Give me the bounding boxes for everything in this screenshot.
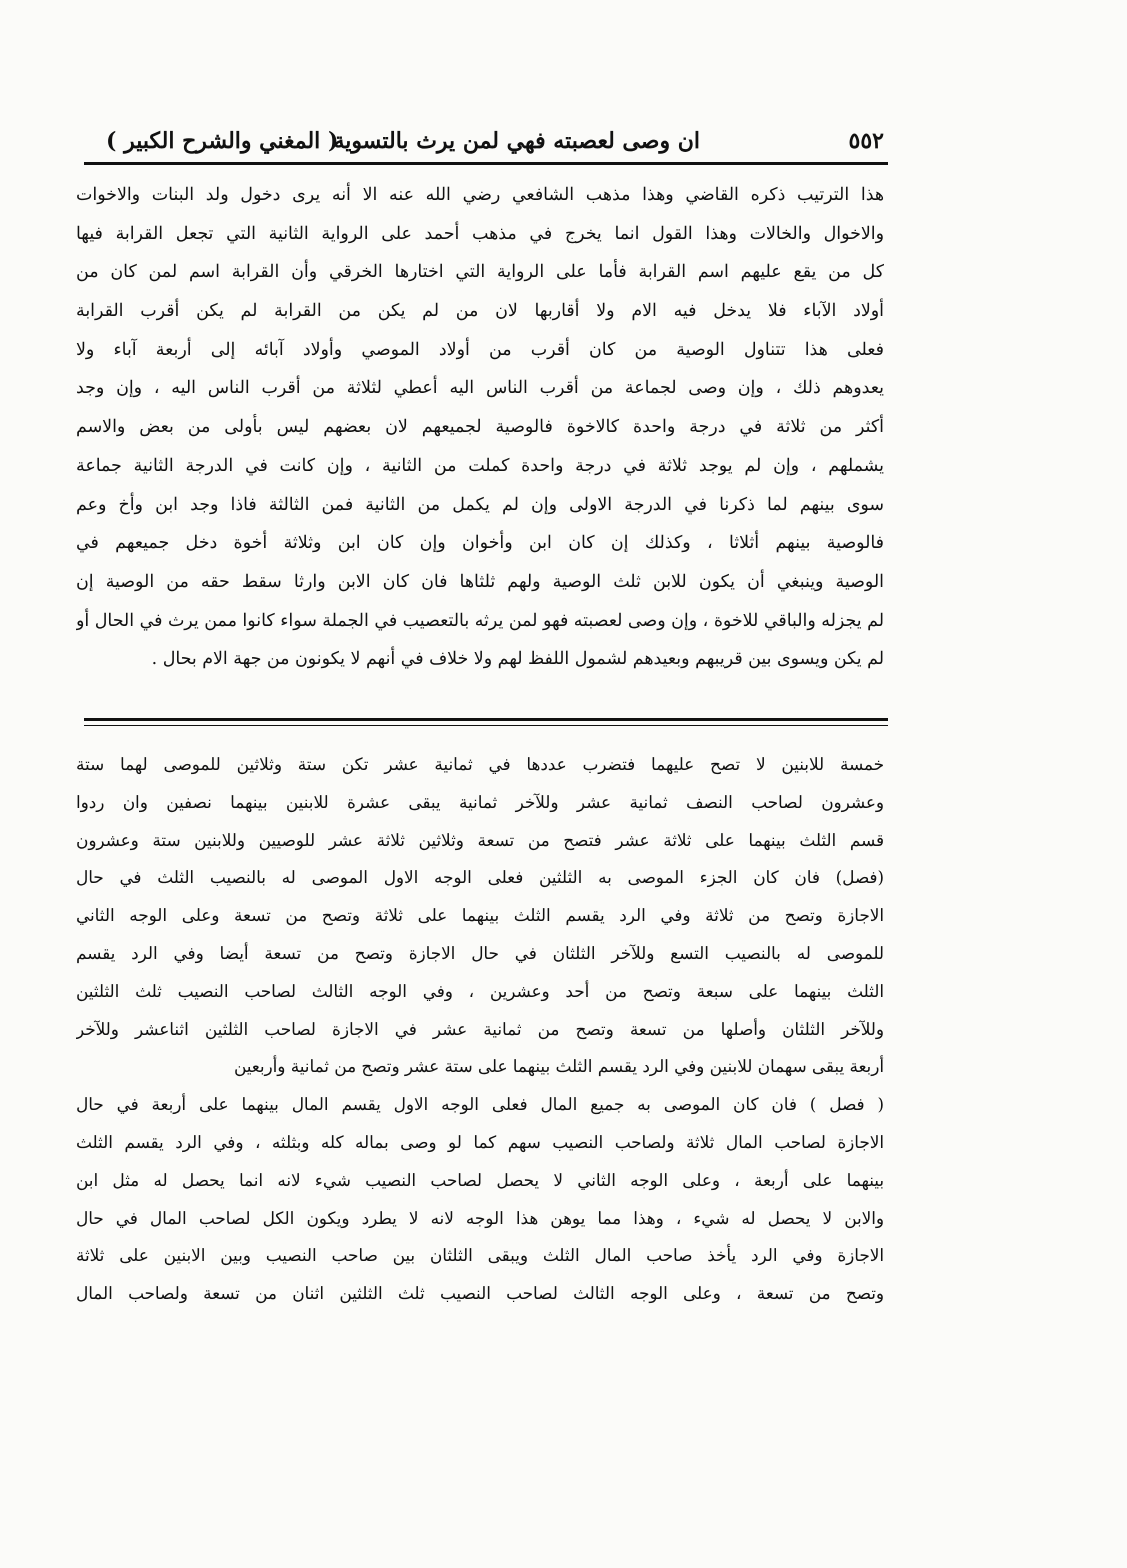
main-line: الوصية وينبغي أن يكون للابن ثلث الوصية ولهم ثلثاها فان كان الابن وارثا سقط حقه من الوصية إن [76,571,884,592]
note-line: ( فصل ) فان كان الموصى به جميع المال فعلى الوجه الاول يقسم المال بينهما على أربعة في حال [76,1094,884,1115]
main-line: أكثر من ثلاثة في درجة واحدة كالاخوة فالوصية لجميعهم لان بعضهم ليس بأولى من بعض والاسم [76,417,884,438]
main-line: أولاد الآباء فلا يدخل فيه الام ولا أقاربها لان من لم يكن من القرابة لم يكن أقرب القرابة [76,301,884,322]
main-line: يشملهم ، وإن لم يوجد ثلاثة في درجة واحدة كملت من الثانية ، وإن كانت في الدرجة الثانية جماعة [76,455,884,476]
note-line: بينهما على أربعة ، وعلى الوجه الثاني لا يحصل لصاحب النصيب شيء لانه انما يحصل له مثل ابن [76,1169,884,1190]
main-line: هذا الترتيب ذكره القاضي وهذا مذهب الشافعي رضي الله عنه الا أنه يرى دخول ولد البنات والاخوات [76,185,884,205]
note-line: الاجازة وفي الرد يأخذ صاحب المال الثلث ويبقى الثلثان بين صاحب النصيب وبين الابنين على ثلاثة [76,1245,884,1266]
main-line: سوى بينهم لما ذكرنا في الدرجة الاولى وإن لم يكمل من الثانية فمن الثالثة فاذا وجد ابن وأخ وعم [76,494,884,515]
main-line: يعدوهم ذلك ، وإن وصى لجماعة من أقرب الناس اليه أعطي لثلاثة من أقرب الناس اليه ، وإن وجد [76,378,884,399]
commentary-text [76,746,884,1313]
main-text [76,176,884,679]
note-line: والابن لا يحصل له شيء ، وهذا مما يوهن هذا الوجه لانه لا يطرد ويكون الكل لصاحب المال في حال [76,1207,884,1228]
note-line: خمسة للابنين لا تصح عليهما فتضرب عددها في ثمانية عشر تكن ستة وثلاثين للموصى لهما ستة [76,754,884,774]
running-title: ان وصى لعصبته فهي لمن يرث بالتسوية [333,128,700,154]
page [70,110,890,1490]
note-line: الاجازة لصاحب المال ثلاثة ولصاحب النصيب سهم كما لو وصى بماله كله وبثلثه ، وفي الرد يقسم الثلث [76,1131,884,1152]
note-line: وللآخر الثلثان وأصلها من تسعة وتصح من ثمانية عشر في الاجازة لصاحب الثلثين اثناعشر وللآخر [76,1018,884,1039]
note-line: أربعة يبقى سهمان للابنين وفي الرد يقسم الثلث بينهما على ستة عشر وتصح من ثمانية وأربعين [233,1056,884,1077]
book-title: ( المغني والشرح الكبير ) [106,128,339,154]
page-number: ٥٥٢ [848,128,884,154]
note-line: الاجازة وتصح من ثلاثة وفي الرد يقسم الثلث بينهما على ثلاثة وتصح من تسعة وعلى الوجه الثاني [76,905,884,926]
main-line: لم يكن ويسوى بين قريبهم وبعيدهم لشمول اللفظ لهم ولا خلاف في أنهم لا يكونون من جهة الام بحال . [151,649,884,670]
section-divider-thin [84,725,888,726]
header-rule [84,162,888,165]
main-line: والاخوال والخالات وهذا القول انما يخرج في مذهب أحمد على الرواية الثانية التي تجعل القرابة فيها [76,223,884,244]
note-line: للموصى له بالنصيب التسع وللآخر الثلثان في حال الاجازة وتصح من تسعة أيضا وفي الرد يقسم [76,942,884,963]
main-line: لم يجزله والباقي للاخوة ، وإن وصى لعصبته فهو لمن يرثه بالتعصيب في الجملة سواء كانوا ممن يرث في الحال أو [76,610,884,631]
note-line: الثلث بينهما على سبعة وتصح من أحد وعشرين ، وفي الوجه الثالث لصاحب النصيب ثلث الثلثين [76,980,884,1001]
main-line: كل من يقع عليهم اسم القرابة فأما على الرواية التي اختارها الخرقي وأن القرابة اسم لمن كان من [76,262,884,283]
note-line: وتصح من تسعة ، وعلى الوجه الثالث لصاحب النصيب ثلث الثلثين اثنان من تسعة ولصاحب المال [76,1283,884,1304]
main-line: فالوصية بينهم أثلاثا ، وكذلك إن كان ابن وأخوان وإن كان ابن وثلاثة أخوة دخل جميعهم في [76,533,884,554]
section-divider [84,718,888,721]
main-line: فعلى هذا تتناول الوصية من كان أقرب من أولاد الموصي وأولاد آبائه إلى أربعة آباء ولا [76,339,884,360]
note-line: (فصل) فان كان الجزء الموصى به الثلثين فعلى الوجه الاول الموصى له بالنصيب الثلث في حال [76,867,884,888]
note-line: قسم الثلث بينهما على ثلاثة عشر فتصح من تسعة وثلاثين ثلاثة عشر للوصيين وللابنين ستة وعشرون [76,829,884,850]
note-line: وعشرون لصاحب النصف ثمانية عشر وللآخر ثمانية يبقى عشرة للابنين بينهما نصفين وان ردوا [76,791,884,812]
